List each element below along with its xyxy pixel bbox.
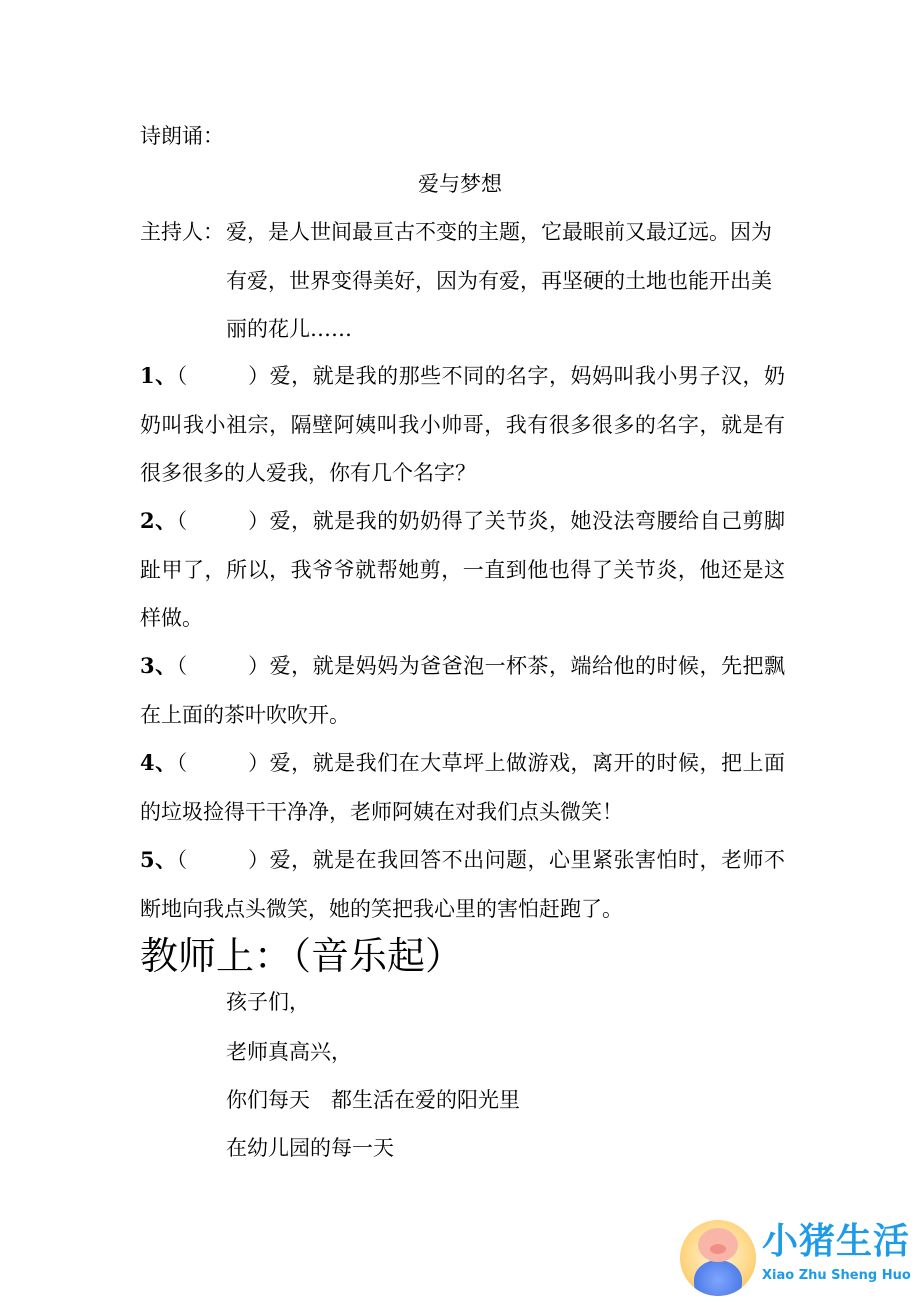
watermark-name-cn: 小猪生活: [762, 1221, 911, 1262]
teacher-heading: 教师上：（音乐起）: [140, 934, 464, 978]
watermark-logo: [680, 1218, 920, 1302]
blank-close-paren: ）: [247, 654, 270, 678]
poem-title: 爱与梦想: [418, 172, 502, 196]
blank-close-paren: ）: [247, 751, 270, 775]
verse-line: 在幼儿园的每一天: [226, 1136, 394, 1160]
host-text: 爱，是人世间最亘古不变的主题，它最眼前又最辽远。因为有爱，世界变得美好，因为有爱，再坚硬的土地也能开出美丽的花儿……: [226, 220, 772, 341]
item-text: 爱，就是我们在大草坪上做游戏，离开的时候，把上面的垃圾捡得干干净净，老师阿姨在对我们点头微笑！: [140, 751, 786, 824]
item-text: 爱，就是妈妈为爸爸泡一杯茶，端给他的时候，先把飘在上面的茶叶吹吹开。: [140, 654, 786, 727]
item-number: 2、: [140, 508, 177, 533]
blank-open-paren: （: [176, 364, 188, 388]
item-number: 4、: [140, 750, 177, 775]
item-text: 爱，就是我的奶奶得了关节炎，她没法弯腰给自己剪脚趾甲了，所以，我爷爷就帮她剪，一直到他也得了关节炎，他还是这样做。: [140, 509, 786, 630]
blank-open-paren: （: [176, 848, 188, 872]
verse-line: 孩子们，: [226, 990, 310, 1014]
blank-open-paren: （: [176, 509, 188, 533]
blank-close-paren: ）: [247, 364, 270, 388]
verse-line: 老师真高兴，: [226, 1040, 352, 1064]
recitation-item-2: [140, 497, 785, 643]
recitation-item-1: [140, 352, 785, 498]
host-label: 主持人：: [140, 220, 224, 244]
pig-mascot-icon: [680, 1220, 756, 1296]
item-number: 3、: [140, 653, 177, 678]
verse-line: 你们每天 都生活在爱的阳光里: [226, 1088, 520, 1112]
item-text: 爱，就是在我回答不出问题，心里紧张害怕时，老师不断地向我点头微笑，她的笑把我心里的害怕赶跑了。: [140, 848, 786, 921]
pig-body: [694, 1260, 742, 1296]
section-label: 诗朗诵：: [140, 124, 224, 148]
recitation-item-3: [140, 642, 785, 739]
item-number: 5、: [140, 847, 177, 872]
recitation-item-4: [140, 739, 785, 836]
blank-close-paren: ）: [247, 509, 270, 533]
recitation-item-5: [140, 836, 785, 933]
watermark-name-en: Xiao Zhu Sheng Huo: [762, 1268, 911, 1283]
blank-open-paren: （: [176, 654, 188, 678]
blank-close-paren: ）: [247, 848, 270, 872]
pig-snout: [710, 1244, 726, 1254]
blank-open-paren: （: [176, 751, 188, 775]
item-number: 1、: [140, 363, 177, 388]
item-text: 爱，就是我的那些不同的名字，妈妈叫我小男子汉，奶奶叫我小祖宗，隔壁阿姨叫我小帅哥，我有很多很多的名字，就是有很多很多的人爱我，你有几个名字？: [140, 364, 786, 485]
